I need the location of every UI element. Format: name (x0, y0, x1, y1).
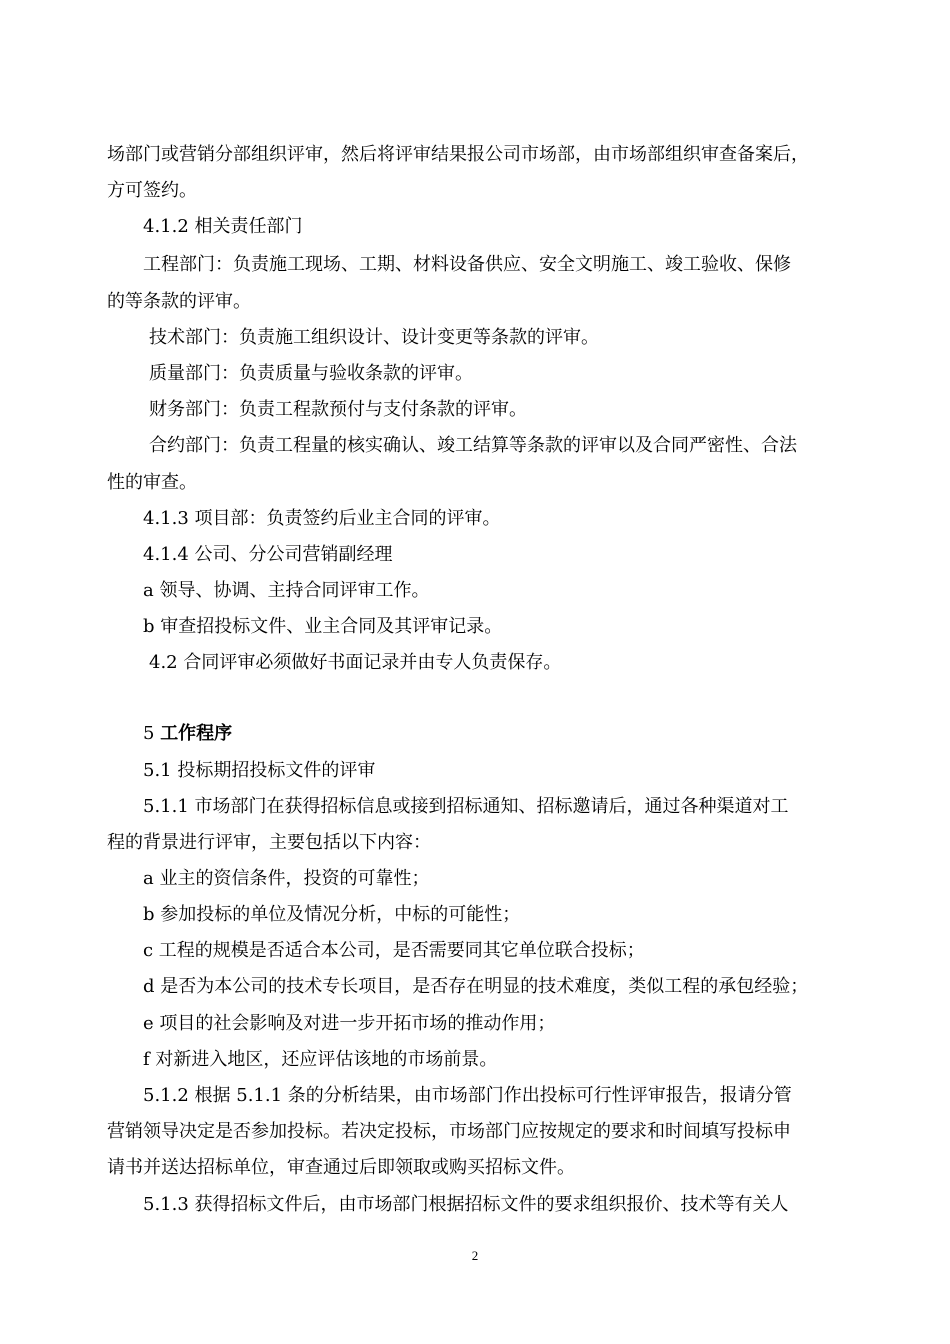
text-line: 程的背景进行评审，主要包括以下内容： (107, 832, 431, 853)
text-line: 财务部门：负责工程款预付与支付条款的评审。 (149, 399, 527, 420)
text-line: 5.1.1 市场部门在获得招标信息或接到招标通知、招标邀请后，通过各种渠道对工 (143, 796, 789, 817)
text-line: 合约部门：负责工程量的核实确认、竣工结算等条款的评审以及合同严密性、合法 (149, 435, 797, 456)
list-item: b 审查招投标文件、业主合同及其评审记录。 (143, 616, 503, 637)
section-number: 5 (143, 723, 161, 744)
section-4-1-3: 4.1.3 项目部：负责签约后业主合同的评审。 (143, 508, 501, 529)
list-item: a 业主的资信条件，投资的可靠性； (143, 868, 430, 889)
text-line: 方可签约。 (107, 180, 197, 201)
section-5-1: 5.1 投标期招投标文件的评审 (143, 760, 376, 781)
list-item: f 对新进入地区，还应评估该地的市场前景。 (143, 1049, 498, 1070)
list-item: b 参加投标的单位及情况分析，中标的可能性； (143, 904, 521, 925)
text-line: 营销领导决定是否参加投标。若决定投标，市场部门应按规定的要求和时间填写投标申 (107, 1121, 791, 1142)
list-item: e 项目的社会影响及对进一步开拓市场的推动作用； (143, 1013, 556, 1034)
list-item: d 是否为本公司的技术专长项目，是否存在明显的技术难度，类似工程的承包经验； (143, 976, 809, 997)
section-title: 工作程序 (160, 723, 233, 744)
list-item: c 工程的规模是否适合本公司，是否需要同其它单位联合投标； (143, 940, 645, 961)
text-line: 5.1.3 获得招标文件后，由市场部门根据招标文件的要求组织报价、技术等有关人 (143, 1194, 789, 1215)
section-4-1-4: 4.1.4 公司、分公司营销副经理 (143, 544, 393, 565)
text-line: 质量部门：负责质量与验收条款的评审。 (149, 363, 473, 384)
section-4-2: 4.2 合同评审必须做好书面记录并由专人负责保存。 (149, 652, 562, 673)
page-number: 2 (471, 1248, 479, 1263)
text-line: 请书并送达招标单位，审查通过后即领取或购买招标文件。 (107, 1157, 575, 1178)
section-number-4-1-2: 4.1.2 相关责任部门 (143, 216, 303, 237)
section-heading-5 (143, 723, 232, 745)
text-line: 性的审查。 (107, 472, 197, 493)
list-item: a 领导、协调、主持合同评审工作。 (143, 580, 430, 601)
text-line: 的等条款的评审。 (107, 291, 251, 312)
text-line: 工程部门：负责施工现场、工期、材料设备供应、安全文明施工、竣工验收、保修 (143, 254, 791, 275)
text-line: 技术部门：负责施工组织设计、设计变更等条款的评审。 (149, 327, 599, 348)
text-line: 5.1.2 根据 5.1.1 条的分析结果，由市场部门作出投标可行性评审报告，报请分管 (143, 1085, 792, 1106)
text-line: 场部门或营销分部组织评审，然后将评审结果报公司市场部，由市场部组织审查备案后， (107, 144, 809, 165)
